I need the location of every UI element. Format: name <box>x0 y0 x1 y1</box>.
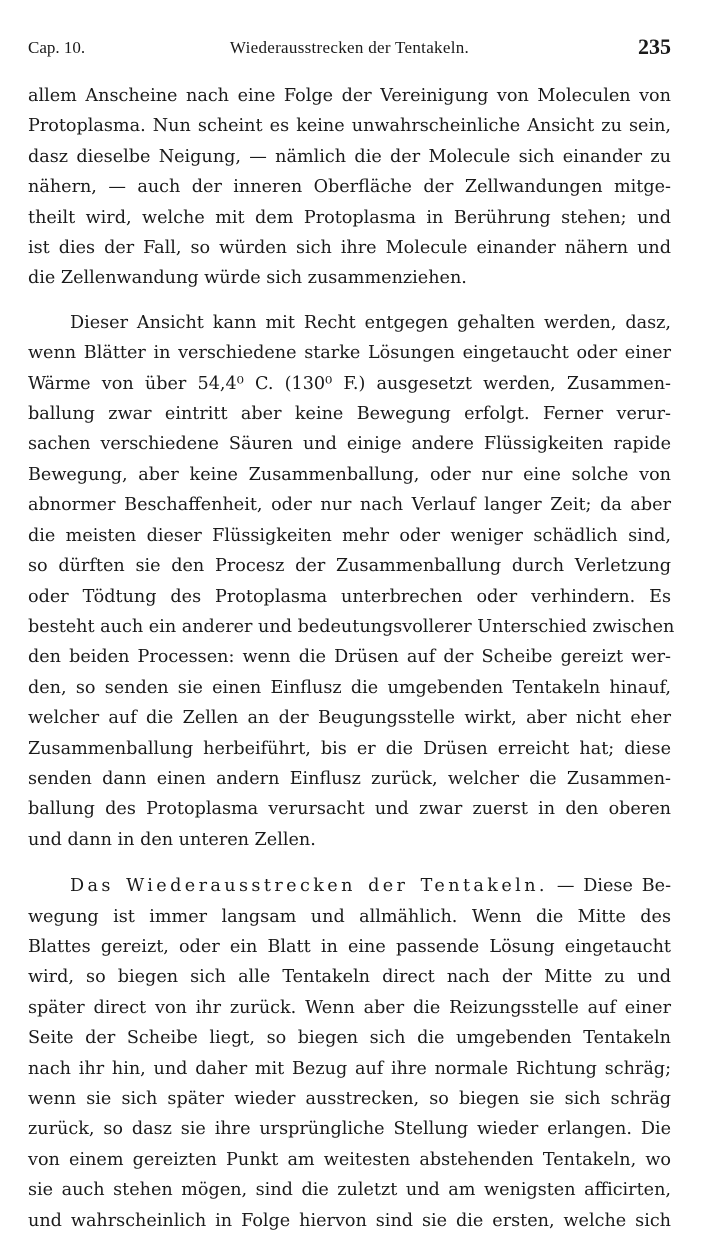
text-line: wenn sie sich später wieder ausstrecken, so biegen sie sich schräg <box>28 1089 671 1109</box>
text-line: oder Tödtung des Protoplasma unterbrechen oder verhindern. Es <box>28 586 671 607</box>
text-line: wegung ist immer langsam und allmählich. Wenn die Mitte des <box>28 906 671 927</box>
text-line: abnormer Beschaffenheit, oder nur nach Verlauf langer Zeit; da aber <box>28 495 671 516</box>
page-number: 235 <box>638 34 671 59</box>
text-line: wird, so biegen sich alle Tentakeln direct nach der Mitte zu und <box>28 967 671 988</box>
heading-line <box>28 871 671 901</box>
text-line: sie auch stehen mögen, sind die zuletzt und am wenigsten afficirten, <box>28 1180 671 1201</box>
text-line: den beiden Processen: wenn die Drüsen auf der Scheibe gereizt wer- <box>28 647 671 668</box>
running-head <box>28 36 671 62</box>
text-line: wenn Blätter in verschiedene starke Lösungen eingetaucht oder einer <box>28 343 671 364</box>
body-text <box>28 81 675 1236</box>
text-line: allem Anscheine nach eine Folge der Vereinigung von Moleculen von <box>28 86 671 106</box>
text-line: später direct von ihr zurück. Wenn aber die Reizungsstelle auf einer <box>28 997 671 1018</box>
text-line: nähern, — auch der inneren Oberfläche der Zellwandungen mitge- <box>28 177 671 198</box>
text-line: so dürften sie den Procesz der Zusammenballung durch Verletzung <box>28 556 671 577</box>
text-line: Bewegung, aber keine Zusammenballung, oder nur eine solche von <box>28 464 671 485</box>
paragraph-gap <box>28 855 671 871</box>
text-line: die meisten dieser Flüssigkeiten mehr oder weniger schädlich sind, <box>28 525 671 546</box>
text-line: senden dann einen andern Einflusz zurück, welcher die Zusammen- <box>28 768 671 789</box>
chapter-label: Cap. 10. <box>28 38 86 57</box>
text-line: ist dies der Fall, so würden sich ihre Molecule einander nähern und <box>28 238 671 259</box>
section-title: Wiederausstrecken der Tentakeln. <box>229 38 470 57</box>
text-line: besteht auch ein anderer und bedeutungsvollerer Unterschied zwischen <box>28 616 675 637</box>
text-line: dasz dieselbe Neigung, — nämlich die der Molecule sich einander zu <box>28 146 671 167</box>
text-line: von einem gereizten Punkt am weitesten abstehenden Tentakeln, wo <box>28 1149 671 1170</box>
text-line: zurück, so dasz sie ihre ursprüngliche Stellung wieder erlangen. Die <box>28 1119 671 1140</box>
text-line: und dann in den unteren Zellen. <box>28 829 316 850</box>
text-line: sachen verschiedene Säuren und einige andere Flüssigkeiten rapide <box>28 434 671 455</box>
text-line: Dieser Ansicht kann mit Recht entgegen gehalten werden, dasz, <box>70 312 671 333</box>
text-line: Zusammenballung herbeiführt, bis er die Drüsen erreicht hat; diese <box>28 738 671 759</box>
text-line: ballung zwar eintritt aber keine Bewegung erfolgt. Ferner verur- <box>28 404 671 425</box>
text-line: Blattes gereizt, oder ein Blatt in eine passende Lösung eingetaucht <box>28 936 671 957</box>
text-line: den, so senden sie einen Einflusz die umgebenden Tentakeln hinauf, <box>28 677 671 698</box>
text-line: nach ihr hin, und daher mit Bezug auf ihre normale Richtung schräg; <box>28 1058 671 1079</box>
paragraph-2 <box>28 308 675 855</box>
text-line: Protoplasma. Nun scheint es keine unwahrscheinliche Ansicht zu sein, <box>28 116 671 137</box>
text-line: Wärme von über 54,4⁰ C. (130⁰ F.) ausgesetzt werden, Zusammen- <box>28 373 671 394</box>
text-line: und wahrscheinlich in Folge hiervon sind sie die ersten, welche sich <box>28 1210 671 1231</box>
paragraph-1 <box>28 81 671 294</box>
text-line: die Zellenwandung würde sich zusammenziehen. <box>28 268 467 289</box>
text-line: theilt wird, welche mit dem Protoplasma in Berührung stehen; und <box>28 207 671 228</box>
paragraph-gap <box>28 294 671 308</box>
text-line: Seite der Scheibe liegt, so biegen sich die umgebenden Tentakeln <box>28 1028 671 1049</box>
section-heading: Das Wiederausstrecken der Tentakeln. <box>70 876 548 897</box>
heading-line-rest: — Diese Be- <box>556 876 672 897</box>
paragraph-3 <box>28 871 671 1236</box>
text-line: welcher auf die Zellen an der Beugungsstelle wirkt, aber nicht eher <box>28 708 671 729</box>
text-line: ballung des Protoplasma verursacht und zwar zuerst in den oberen <box>28 799 671 820</box>
